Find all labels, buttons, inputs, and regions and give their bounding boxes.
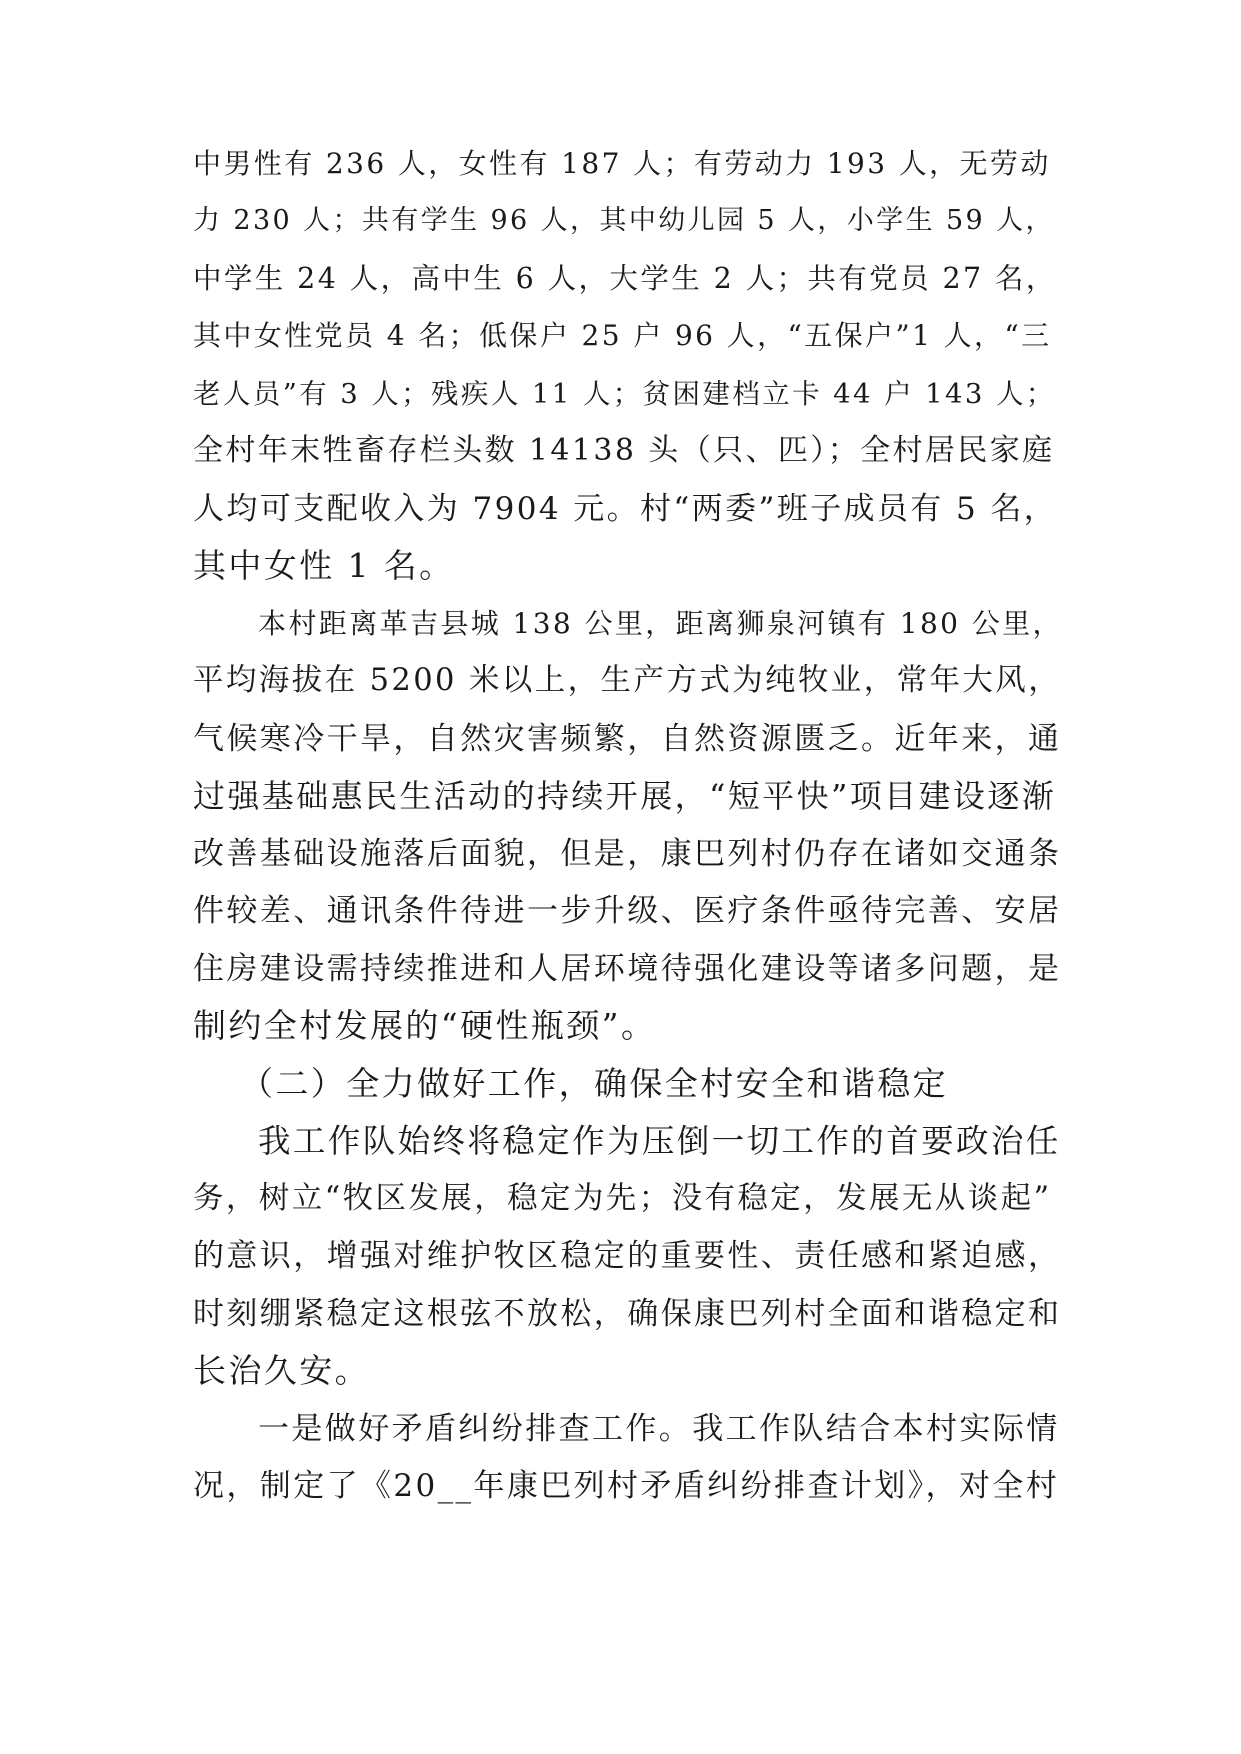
text-line: 务，树立“牧区发展，稳定为先；没有稳定，发展无从谈起” xyxy=(193,1181,1052,1216)
text-line: 全村年末牲畜存栏头数 14138 头（只、匹）；全村居民家庭 xyxy=(193,433,1055,468)
text-line: 时刻绷紧稳定这根弦不放松，确保康巴列村全面和谐稳定和 xyxy=(193,1296,1062,1332)
text-line: 人均可支配收入为 7904 元。村“两委”班子成员有 5 名， xyxy=(193,491,1058,527)
text-line: 的意识，增强对维护牧区稳定的重要性、责任感和紧迫感， xyxy=(193,1238,1062,1274)
text-line: 过强基础惠民生活动的持续开展，“短平快”项目建设逐渐 xyxy=(193,777,1057,815)
text-line: 其中女性党员 4 名；低保户 25 户 96 人，“五保户”1 人，“三 xyxy=(193,319,1052,352)
paragraph-first-line: 我工作队始终将稳定作为压倒一切工作的首要政治任 xyxy=(258,1122,1061,1160)
text-line: 中学生 24 人，高中生 6 人，大学生 2 人；共有党员 27 名， xyxy=(193,262,1057,295)
text-line: 力 230 人；共有学生 96 人，其中幼儿园 5 人，小学生 59 人， xyxy=(193,205,1055,236)
paragraph-first-line: 本村距离革吉县城 138 公里，距离狮泉河镇有 180 公里， xyxy=(258,607,1063,640)
text-line: 制约全村发展的“硬性瓶颈”。 xyxy=(193,1006,657,1045)
text-line: 住房建设需持续推进和人居环境待强化建设等诸多问题，是 xyxy=(193,951,1062,987)
text-line: 其中女性 1 名。 xyxy=(193,546,455,585)
text-line: 中男性有 236 人，女性有 187 人；有劳动力 193 人，无劳动 xyxy=(193,147,1051,180)
text-line: 改善基础设施落后面貌，但是，康巴列村仍存在诸如交通条 xyxy=(193,836,1062,872)
text-line: 长治久安。 xyxy=(193,1351,370,1390)
text-line: 况，制定了《20__年康巴列村矛盾纠纷排查计划》，对全村 xyxy=(193,1468,1060,1504)
paragraph-first-line: 一是做好矛盾纠纷排查工作。我工作队结合本村实际情 xyxy=(258,1411,1060,1447)
text-line: 平均海拔在 5200 米以上，生产方式为纯牧业，常年大风， xyxy=(193,663,1062,698)
text-line: 件较差、通讯条件待进一步升级、医疗条件亟待完善、安居 xyxy=(193,893,1062,929)
text-line: 老人员”有 3 人；残疾人 11 人；贫困建档立卡 44 户 143 人； xyxy=(193,378,1056,410)
text-line: 气候寒冷干旱，自然灾害频繁，自然资源匮乏。近年来，通 xyxy=(193,721,1062,757)
section-heading: （二）全力做好工作，确保全村安全和谐稳定 xyxy=(240,1064,948,1103)
